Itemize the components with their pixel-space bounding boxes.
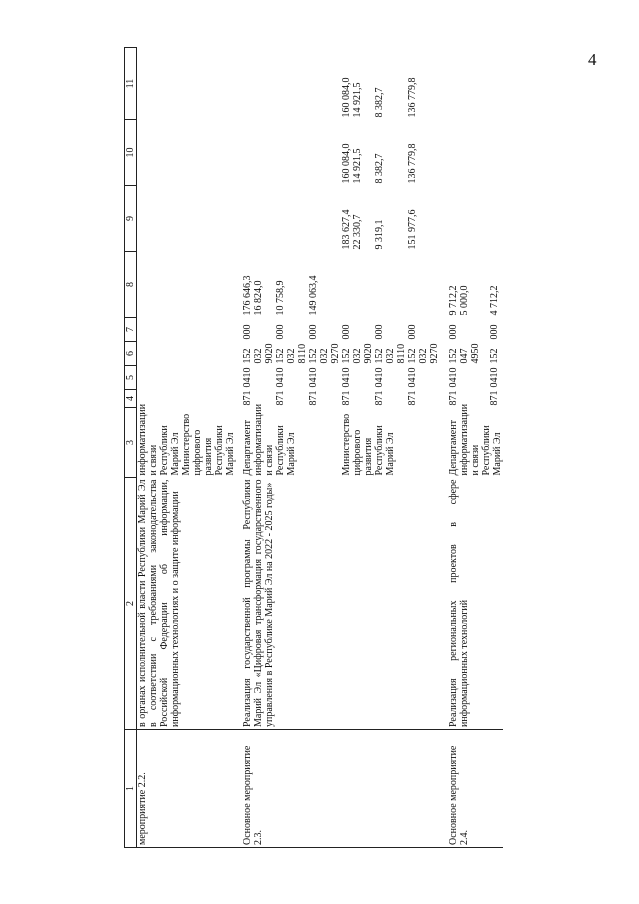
cell-grbs: 871 bbox=[374, 390, 385, 406]
cell-amount-2022: 176 646,3 16 824,0 bbox=[242, 275, 264, 316]
cell-amount-2023 bbox=[242, 186, 275, 252]
col-header-10: 10 bbox=[125, 120, 137, 186]
responsible-executor: Министерство цифрового развития Республики Марий Эл bbox=[341, 413, 396, 476]
cell-amount-2024: 8 382,7 bbox=[374, 153, 385, 184]
cell-amount-2022: 149 063,4 bbox=[308, 275, 319, 316]
responsible-executor: Департамент информатизации и связи Республики Марий Эл bbox=[448, 403, 503, 476]
rotated-table-container bbox=[124, 48, 524, 848]
col-header-3: 3 bbox=[125, 408, 137, 478]
col-header-2: 2 bbox=[125, 478, 137, 730]
cell-vr: 000 bbox=[341, 324, 352, 340]
table-body bbox=[137, 48, 504, 848]
measure-description: Реализация государственной программы Республики Марий Эл «Цифровая трансформация государственного управления в Республике Марий Эл на 2022 - 2025 годы» bbox=[242, 479, 275, 727]
table-row bbox=[137, 48, 237, 848]
cell-amount-2025: 160 084,0 14 921,5 bbox=[341, 77, 363, 118]
cell-csr: 152 032 8110 bbox=[374, 343, 407, 364]
cell-rzpr: 0410 bbox=[407, 367, 418, 388]
measure-code: Основное мероприятие 2.3. bbox=[242, 730, 440, 848]
cell-grbs: 871 bbox=[275, 390, 286, 406]
cell-csr: 152 032 9270 bbox=[407, 343, 440, 364]
cell-amount-2024: 136 779,8 bbox=[407, 143, 418, 184]
executor-name: Министерство цифрового развития Республики Марий Эл bbox=[181, 413, 236, 476]
measure-description: в органах исполнительной власти Республики Марий Эл в соответствии с требованиями законодательства Российской Федерации об информации, информационных технологиях и о защите информации bbox=[137, 479, 181, 727]
cell-rzpr: 0410 bbox=[374, 367, 385, 388]
cell-grbs: 871 bbox=[242, 390, 253, 406]
cell-amount-2024 bbox=[242, 120, 275, 186]
col-header-5: 5 bbox=[125, 366, 137, 390]
cell-amount-2023: 151 977,6 bbox=[407, 209, 418, 250]
cell-rzpr: 0410 bbox=[489, 367, 501, 388]
cell-grbs: 871 bbox=[308, 390, 319, 406]
cell-amount-2022: 10 758,9 bbox=[275, 280, 286, 316]
cell-vr: 000 bbox=[242, 324, 253, 340]
cell-amount-2024: 160 084,0 14 921,5 bbox=[341, 143, 363, 184]
cell-rzpr: 0410 bbox=[448, 367, 459, 388]
cell-rzpr: 0410 bbox=[242, 367, 253, 388]
col-header-6: 6 bbox=[125, 342, 137, 366]
measure-code: Основное мероприятие 2.4. bbox=[448, 730, 503, 848]
col-header-4: 4 bbox=[125, 390, 137, 408]
cell-csr: 152 032 9270 bbox=[308, 343, 341, 364]
cell-csr: 152 032 9020 bbox=[341, 343, 374, 364]
measure-description: Реализация региональных проектов в сфере информационных технологий bbox=[448, 479, 470, 727]
table-header bbox=[125, 48, 137, 848]
cell-grbs: 871 bbox=[407, 390, 418, 406]
cell-csr: 152 032 8110 bbox=[275, 343, 308, 364]
cell-amount-2025 bbox=[242, 48, 275, 120]
cell-csr: 152 bbox=[489, 348, 501, 364]
executor-name: информатизации и связи Республики Марий Эл bbox=[137, 403, 181, 476]
cell-vr: 000 bbox=[448, 324, 459, 340]
cell-amount-2023: 9 319,1 bbox=[374, 219, 385, 250]
cell-vr: 000 bbox=[407, 324, 418, 340]
cell-csr: 152 032 9020 bbox=[242, 343, 275, 364]
cell-vr: 000 bbox=[275, 324, 286, 340]
cell-amount-2022: 4 712,2 bbox=[489, 285, 501, 316]
cell-csr: 152 047 4950 bbox=[448, 343, 481, 364]
cell-vr: 000 bbox=[308, 324, 319, 340]
col-header-11: 11 bbox=[125, 48, 137, 120]
page-number: 4 bbox=[588, 50, 597, 69]
table-row bbox=[242, 48, 275, 848]
cell-amount-2023: 183 627,4 22 330,7 bbox=[341, 209, 363, 250]
cell-rzpr: 0410 bbox=[308, 367, 319, 388]
measure-code: мероприятие 2.2. bbox=[137, 730, 237, 848]
col-header-7: 7 bbox=[125, 318, 137, 342]
responsible-executor: Департамент информатизации и связи Республики Марий Эл bbox=[242, 403, 297, 476]
budget-table bbox=[124, 47, 503, 848]
cell-vr: 000 bbox=[374, 324, 385, 340]
col-header-1: 1 bbox=[125, 730, 137, 848]
cell-rzpr: 0410 bbox=[341, 367, 352, 388]
cell-vr: 000 bbox=[489, 324, 501, 340]
cell-rzpr: 0410 bbox=[275, 367, 286, 388]
cell-grbs: 871 bbox=[448, 390, 459, 406]
cell-grbs: 871 bbox=[341, 390, 352, 406]
table-row bbox=[448, 48, 489, 848]
col-header-9: 9 bbox=[125, 186, 137, 252]
responsible-executor bbox=[137, 403, 237, 478]
cell-amount-2022: 9 712,2 5 000,0 bbox=[448, 285, 470, 316]
cell-amount-2025: 136 779,8 bbox=[407, 77, 418, 118]
cell-amount-2025: 8 382,7 bbox=[374, 87, 385, 118]
cell-grbs: 871 bbox=[489, 390, 501, 406]
col-header-8: 8 bbox=[125, 252, 137, 318]
